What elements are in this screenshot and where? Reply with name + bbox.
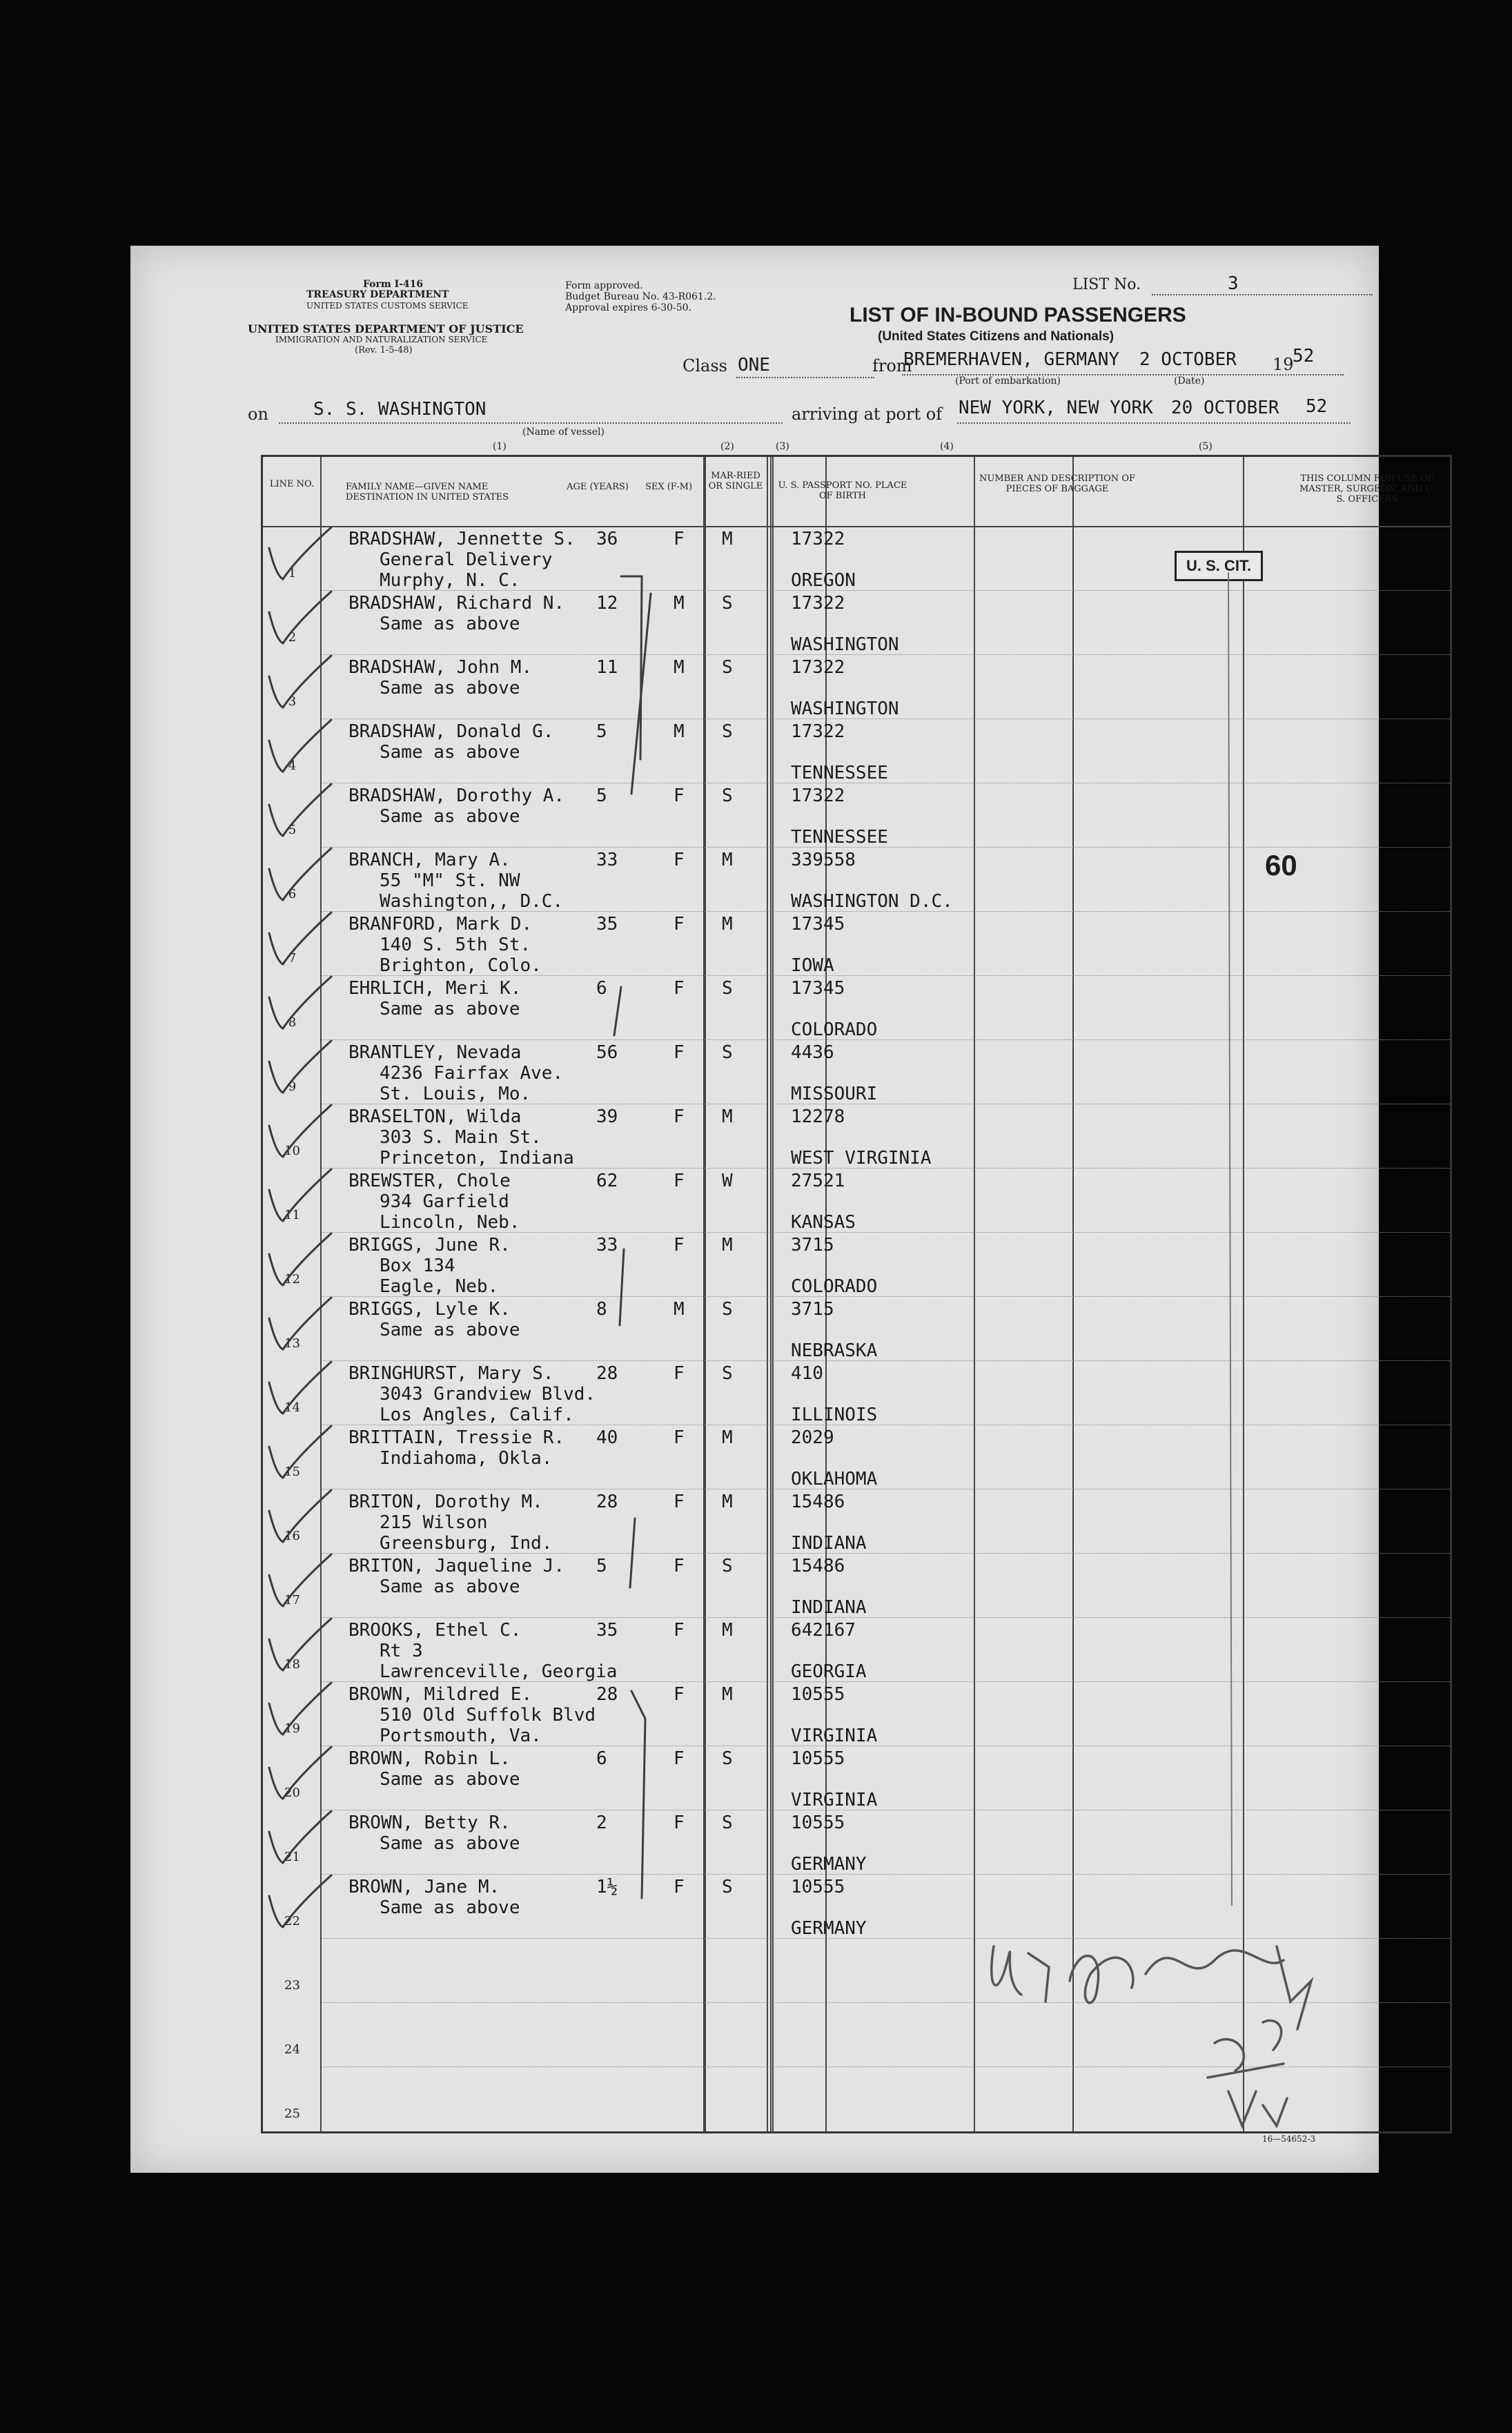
arrival-date: 20 OCTOBER <box>1171 398 1279 418</box>
header-line-no: LINE NO. <box>269 479 315 489</box>
col-divider <box>1072 457 1074 2131</box>
passenger-address-2: Portsmouth, Va. <box>380 1726 542 1746</box>
passenger-age: 2 <box>596 1812 607 1833</box>
page-subtitle: (United States Citizens and Nationals) <box>878 329 1115 344</box>
passenger-address-1: Same as above <box>380 614 520 634</box>
passenger-address-1: 140 S. 5th St. <box>380 935 531 955</box>
passport-number: 17345 <box>791 978 845 999</box>
line-number: 18 <box>284 1657 300 1672</box>
passenger-marital: S <box>722 721 733 742</box>
place-of-birth: WASHINGTON <box>791 698 899 719</box>
passenger-name: BRADSHAW, Donald G. <box>348 721 554 742</box>
passenger-age: 5 <box>596 721 607 742</box>
passport-number: 17345 <box>791 914 845 935</box>
col-divider <box>772 457 774 2131</box>
place-of-birth: IOWA <box>791 955 834 976</box>
passenger-sex: F <box>674 1556 685 1576</box>
passenger-age: 36 <box>596 529 618 549</box>
passport-number: 10555 <box>791 1877 845 1897</box>
line-number: 19 <box>284 1721 300 1736</box>
passenger-age: 56 <box>596 1042 618 1063</box>
passport-number: 2029 <box>791 1427 834 1448</box>
col-num-1: (1) <box>493 441 507 452</box>
list-dotline <box>1152 294 1373 295</box>
col-num-3: (3) <box>776 441 789 452</box>
header-divider <box>263 526 1450 527</box>
header-age: AGE (YEARS) <box>567 482 629 492</box>
passenger-marital: S <box>722 593 733 614</box>
arriving-label: arriving at port of <box>792 404 943 424</box>
passport-number: 3715 <box>791 1235 834 1255</box>
passenger-age: 33 <box>596 1235 618 1255</box>
passenger-marital: S <box>722 785 733 806</box>
header-married: MAR-RIED OR SINGLE <box>708 471 763 491</box>
passenger-age: 28 <box>596 1492 618 1512</box>
revision: (Rev. 1-5-48) <box>355 345 413 355</box>
passenger-sex: F <box>674 1877 685 1897</box>
passenger-marital: M <box>722 1492 733 1512</box>
line-number: 15 <box>284 1465 300 1479</box>
passenger-age: 35 <box>596 1620 618 1641</box>
place-of-birth: INDIANA <box>791 1533 867 1554</box>
class-dotline <box>736 377 874 378</box>
passenger-name: BRITTAIN, Tressie R. <box>348 1427 565 1448</box>
place-of-birth: GERMANY <box>791 1854 867 1875</box>
passenger-name: BRADSHAW, Dorothy A. <box>348 785 565 806</box>
dept-treasury: TREASURY DEPARTMENT <box>306 289 449 300</box>
arrival-dotline <box>957 422 1351 424</box>
passenger-address-1: 4236 Fairfax Ave. <box>380 1063 564 1084</box>
passenger-sex: F <box>674 1812 685 1833</box>
passenger-address-1: 215 Wilson <box>380 1512 488 1533</box>
passenger-sex: F <box>674 1042 685 1063</box>
dept-ins: IMMIGRATION AND NATURALIZATION SERVICE <box>275 335 488 344</box>
vessel-caption: (Name of vessel) <box>522 427 605 438</box>
passenger-age: 28 <box>596 1684 618 1705</box>
col-divider <box>1243 457 1244 2131</box>
date-caption: (Date) <box>1174 375 1205 387</box>
passenger-address-1: General Delivery <box>380 549 553 570</box>
passenger-name: BRADSHAW, Richard N. <box>348 593 565 614</box>
passport-number: 17322 <box>791 657 845 678</box>
passenger-name: BRANCH, Mary A. <box>348 850 511 870</box>
passenger-sex: F <box>674 1363 685 1384</box>
place-of-birth: OREGON <box>791 570 856 591</box>
place-of-birth: NEBRASKA <box>791 1340 878 1361</box>
row-divider <box>322 1039 1450 1040</box>
row-divider <box>322 1874 1450 1875</box>
passenger-marital: M <box>722 1684 733 1705</box>
line-number: 3 <box>288 694 297 709</box>
passenger-name: BRANFORD, Mark D. <box>348 914 533 935</box>
list-number: 3 <box>1228 273 1239 294</box>
place-of-birth: COLORADO <box>791 1019 878 1040</box>
passenger-age: 8 <box>596 1299 607 1320</box>
passenger-address-1: Same as above <box>380 678 520 698</box>
passenger-marital: S <box>722 1556 733 1576</box>
passenger-address-1: Rt 3 <box>380 1641 423 1661</box>
passenger-marital: S <box>722 1877 733 1897</box>
embark-year: 52 <box>1293 346 1315 367</box>
header-baggage: NUMBER AND DESCRIPTION OF PIECES OF BAGGAGE <box>979 473 1135 494</box>
passport-number: 17322 <box>791 529 845 549</box>
passenger-marital: S <box>722 978 733 999</box>
approval-line-1: Form approved. <box>565 280 643 291</box>
row-divider <box>322 1360 1450 1361</box>
passenger-name: BRINGHURST, Mary S. <box>348 1363 554 1384</box>
passenger-address-2: Eagle, Neb. <box>380 1276 499 1297</box>
place-of-birth: WEST VIRGINIA <box>791 1148 932 1169</box>
passenger-address-1: 55 "M" St. NW <box>380 870 520 891</box>
row-divider <box>322 1938 1450 1939</box>
passenger-address-1: Same as above <box>380 806 520 827</box>
place-of-birth: TENNESSEE <box>791 827 888 848</box>
col-num-4: (4) <box>940 441 954 452</box>
line-number: 21 <box>284 1850 300 1864</box>
line-number: 1 <box>288 566 297 580</box>
class-label: Class <box>683 356 727 375</box>
passenger-name: BROOKS, Ethel C. <box>348 1620 522 1641</box>
passenger-name: BRANTLEY, Nevada <box>348 1042 522 1063</box>
passenger-address-1: Same as above <box>380 1320 520 1340</box>
row-divider <box>322 2066 1450 2067</box>
passport-number: 339558 <box>791 850 856 870</box>
passenger-address-1: Same as above <box>380 999 520 1019</box>
passport-number: 17322 <box>791 785 845 806</box>
passenger-marital: S <box>722 1363 733 1384</box>
passport-number: 12278 <box>791 1106 845 1127</box>
col-divider <box>767 457 768 2131</box>
passport-number: 4436 <box>791 1042 834 1063</box>
col-num-5: (5) <box>1199 441 1212 452</box>
line-number: 8 <box>288 1015 297 1030</box>
list-label: LIST No. <box>1072 276 1141 293</box>
passenger-sex: F <box>674 529 685 549</box>
passenger-address-2: Los Angles, Calif. <box>380 1405 574 1425</box>
passenger-address-1: 303 S. Main St. <box>380 1127 542 1148</box>
passenger-address-1: Box 134 <box>380 1255 455 1276</box>
passenger-name: BROWN, Robin L. <box>348 1748 511 1769</box>
passenger-address-1: Same as above <box>380 1897 520 1918</box>
passenger-name: BROWN, Mildred E. <box>348 1684 533 1705</box>
line-number: 11 <box>284 1208 300 1222</box>
header-sex: SEX (F-M) <box>645 482 693 492</box>
passenger-sex: F <box>674 850 685 870</box>
passenger-marital: M <box>722 1235 733 1255</box>
passenger-sex: F <box>674 1427 685 1448</box>
passport-number: 642167 <box>791 1620 856 1641</box>
year-prefix: 19 <box>1273 355 1294 374</box>
passenger-name: BRITON, Dorothy M. <box>348 1492 543 1512</box>
passenger-sex: F <box>674 785 685 806</box>
line-number: 2 <box>288 630 297 645</box>
line-number: 17 <box>284 1593 300 1608</box>
passport-number: 10555 <box>791 1748 845 1769</box>
place-of-birth: KANSAS <box>791 1212 856 1233</box>
line-number: 6 <box>288 887 297 901</box>
passenger-name: BROWN, Betty R. <box>348 1812 511 1833</box>
row-divider <box>322 2002 1450 2003</box>
line-number: 9 <box>288 1079 297 1094</box>
passenger-age: 39 <box>596 1106 618 1127</box>
passenger-age: 62 <box>596 1171 618 1191</box>
line-number: 20 <box>284 1786 300 1800</box>
place-of-birth: INDIANA <box>791 1597 867 1618</box>
passenger-age: 33 <box>596 850 618 870</box>
line-number: 22 <box>284 1914 300 1928</box>
line-number: 12 <box>284 1272 300 1287</box>
passenger-sex: M <box>674 1299 685 1320</box>
line-number: 10 <box>284 1144 300 1158</box>
page-title: LIST OF IN-BOUND PASSENGERS <box>850 304 1186 326</box>
passenger-name: BREWSTER, Chole <box>348 1171 511 1191</box>
on-label: on <box>248 404 268 424</box>
passenger-name: BRADSHAW, John M. <box>348 657 533 678</box>
passenger-address-1: Same as above <box>380 1769 520 1790</box>
passenger-address-2: Lincoln, Neb. <box>380 1212 520 1233</box>
passenger-age: 1½ <box>596 1877 618 1897</box>
col-num-2: (2) <box>720 441 734 452</box>
passenger-age: 28 <box>596 1363 618 1384</box>
passenger-sex: M <box>674 657 685 678</box>
passenger-sex: F <box>674 1235 685 1255</box>
line-number: 16 <box>284 1529 300 1543</box>
us-citizen-stamp: U. S. CIT. <box>1175 551 1263 581</box>
place-of-birth: COLORADO <box>791 1276 878 1297</box>
header-officers: THIS COLUMN FOR USE OF MASTER, SURGEON, AND U. S. OFFICERS <box>1299 473 1435 505</box>
passenger-age: 35 <box>596 914 618 935</box>
passenger-address-1: 510 Old Suffolk Blvd <box>380 1705 596 1726</box>
passenger-sex: F <box>674 1492 685 1512</box>
passenger-age: 5 <box>596 785 607 806</box>
passport-number: 10555 <box>791 1684 845 1705</box>
line-number: 14 <box>284 1400 300 1415</box>
arrival-year: 52 <box>1306 396 1328 417</box>
header-passport: U. S. PASSPORT NO. PLACE OF BIRTH <box>778 480 907 501</box>
passenger-sex: F <box>674 1748 685 1769</box>
passenger-age: 6 <box>596 1748 607 1769</box>
passenger-table <box>261 455 1452 2133</box>
arrival-port: NEW YORK, NEW YORK <box>959 398 1153 418</box>
embark-port: BREMERHAVEN, GERMANY <box>903 349 1120 370</box>
row-divider <box>322 1617 1450 1618</box>
passport-number: 3715 <box>791 1299 834 1320</box>
passport-number: 10555 <box>791 1812 845 1833</box>
place-of-birth: VIRGINIA <box>791 1726 878 1746</box>
passport-number: 15486 <box>791 1492 845 1512</box>
passenger-address-2: Greensburg, Ind. <box>380 1533 553 1554</box>
passenger-address-1: Same as above <box>380 1833 520 1854</box>
passenger-address-2: St. Louis, Mo. <box>380 1084 531 1104</box>
line-number: 5 <box>288 823 297 837</box>
passenger-marital: S <box>722 1812 733 1833</box>
passenger-marital: S <box>722 1299 733 1320</box>
passenger-age: 11 <box>596 657 618 678</box>
passenger-address-1: Indiahoma, Okla. <box>380 1448 553 1469</box>
passenger-address-2: Lawrenceville, Georgia <box>380 1661 618 1682</box>
col-divider <box>974 457 975 2131</box>
passenger-marital: M <box>722 914 733 935</box>
embark-date: 2 OCTOBER <box>1139 349 1237 370</box>
passenger-sex: F <box>674 1620 685 1641</box>
from-label: from <box>872 356 912 375</box>
line-number: 4 <box>288 759 297 773</box>
passenger-marital: S <box>722 1748 733 1769</box>
vessel-dotline <box>279 422 783 424</box>
place-of-birth: OKLAHOMA <box>791 1469 878 1489</box>
passenger-age: 6 <box>596 978 607 999</box>
passenger-marital: M <box>722 529 733 549</box>
passenger-name: EHRLICH, Meri K. <box>348 978 522 999</box>
passenger-name: BRASELTON, Wilda <box>348 1106 522 1127</box>
passenger-marital: M <box>722 1106 733 1127</box>
margin-number: 60 <box>1265 849 1297 881</box>
approval-line-3: Approval expires 6-30-50. <box>565 302 692 313</box>
passenger-address-2: Washington,, D.C. <box>380 891 564 912</box>
passenger-name: BRIGGS, June R. <box>348 1235 511 1255</box>
passport-number: 17322 <box>791 721 845 742</box>
passenger-address-2: Princeton, Indiana <box>380 1148 574 1169</box>
place-of-birth: WASHINGTON D.C. <box>791 891 953 912</box>
dept-justice: UNITED STATES DEPARTMENT OF JUSTICE <box>248 322 524 335</box>
passenger-sex: F <box>674 1684 685 1705</box>
line-number: 23 <box>284 1978 300 1993</box>
line-number: 13 <box>284 1336 300 1351</box>
header-name: FAMILY NAME—GIVEN NAME DESTINATION IN UNITED STATES <box>346 482 509 502</box>
col-divider <box>770 457 772 2131</box>
line-number: 7 <box>288 951 297 966</box>
place-of-birth: MISSOURI <box>791 1084 878 1104</box>
passenger-sex: M <box>674 593 685 614</box>
dept-customs: UNITED STATES CUSTOMS SERVICE <box>306 301 469 311</box>
passenger-address-1: Same as above <box>380 742 520 763</box>
passenger-name: BROWN, Jane M. <box>348 1877 500 1897</box>
passenger-age: 5 <box>596 1556 607 1576</box>
passenger-name: BRIGGS, Lyle K. <box>348 1299 511 1320</box>
passenger-age: 12 <box>596 593 618 614</box>
place-of-birth: TENNESSEE <box>791 763 888 783</box>
passenger-address-1: 3043 Grandview Blvd. <box>380 1384 596 1405</box>
passenger-marital: M <box>722 1620 733 1641</box>
passenger-address-2: Brighton, Colo. <box>380 955 542 976</box>
passenger-name: BRADSHAW, Jennette S. <box>348 529 576 549</box>
passenger-marital: S <box>722 657 733 678</box>
passenger-address-2: Murphy, N. C. <box>380 570 520 591</box>
form-number: Form I-416 <box>363 279 424 290</box>
passenger-address-1: Same as above <box>380 1576 520 1597</box>
passenger-sex: F <box>674 914 685 935</box>
passport-number: 15486 <box>791 1556 845 1576</box>
form-code: 16—54652-3 <box>1262 2134 1316 2144</box>
line-number: 25 <box>284 2107 300 2121</box>
passenger-sex: F <box>674 978 685 999</box>
passport-number: 27521 <box>791 1171 845 1191</box>
line-number: 24 <box>284 2042 300 2057</box>
passenger-sex: F <box>674 1171 685 1191</box>
port-caption: (Port of embarkation) <box>955 375 1061 387</box>
class-value: ONE <box>738 355 770 375</box>
place-of-birth: WASHINGTON <box>791 634 899 655</box>
passenger-marital: S <box>722 1042 733 1063</box>
passenger-sex: F <box>674 1106 685 1127</box>
place-of-birth: ILLINOIS <box>791 1405 878 1425</box>
approval-line-2: Budget Bureau No. 43-R061.2. <box>565 291 716 302</box>
passenger-name: BRITON, Jaqueline J. <box>348 1556 565 1576</box>
place-of-birth: GERMANY <box>791 1918 867 1939</box>
passport-number: 17322 <box>791 593 845 614</box>
vessel-name: S. S. WASHINGTON <box>313 399 487 420</box>
passenger-sex: M <box>674 721 685 742</box>
passenger-marital: W <box>722 1171 733 1191</box>
passenger-address-1: 934 Garfield <box>380 1191 509 1212</box>
passenger-marital: M <box>722 1427 733 1448</box>
place-of-birth: GEORGIA <box>791 1661 867 1682</box>
passenger-age: 40 <box>596 1427 618 1448</box>
place-of-birth: VIRGINIA <box>791 1790 878 1810</box>
passport-number: 410 <box>791 1363 823 1384</box>
passenger-marital: M <box>722 850 733 870</box>
col-divider <box>705 457 706 2131</box>
